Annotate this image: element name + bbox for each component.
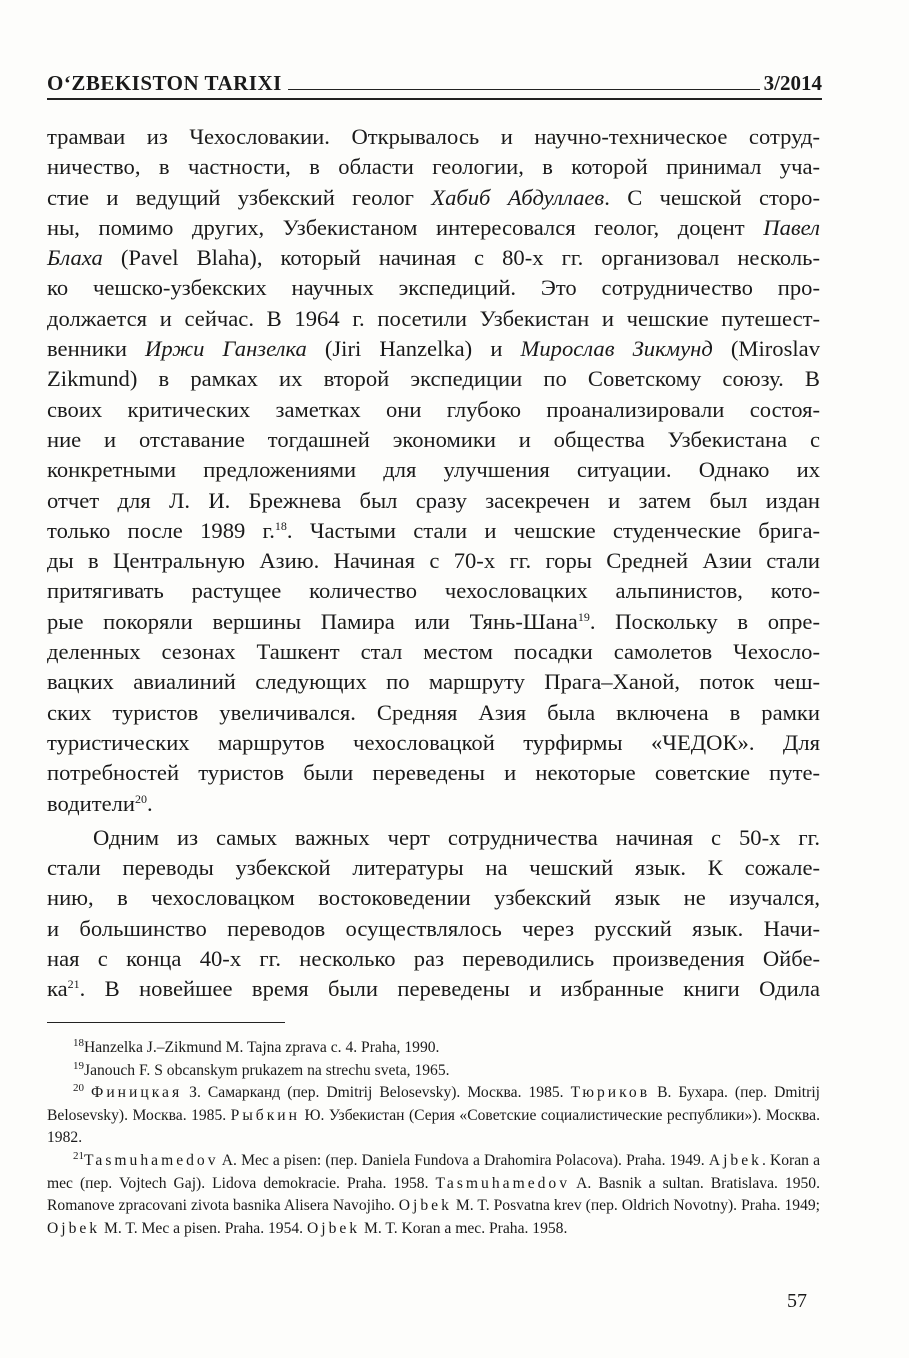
text-line: ко чешско-узбекских научных экспедиций. Это сотрудничество про-	[47, 275, 820, 301]
footnote-20: $^{20}$ Финицкая З. Самарканд (пер. Dmitrij Belosevsky). Москва. 1985. Тюриков В. Бухара. (пер. Dmitrij Belosevsky). Москва. 1985. Рыбкин Ю. Узбекистан (Серия «Советские социалистические республики»). Москва. 1982.	[47, 1082, 820, 1147]
running-header	[47, 60, 822, 100]
text-line: венники Иржи Ганзелка (Jiri Hanzelka) и Мирослав Зикмунд (Miroslav	[47, 336, 820, 362]
footnote-divider	[47, 1022, 285, 1023]
person-name: Мирослав Зикмунд	[520, 336, 713, 362]
text-line: вацких авиалиний следующих по маршруту Прага–Ханой, поток чеш-	[47, 669, 820, 695]
issue-number: 3/2014	[763, 71, 822, 95]
person-name: Иржи Ганзелка	[145, 336, 307, 362]
person-name: Павел	[763, 214, 820, 240]
main-text	[47, 122, 820, 1005]
text-line: отчет для Л. И. Брежнева был сразу засекречен и затем был издан	[47, 487, 820, 513]
page-number: 57	[787, 1290, 807, 1312]
footnote-ref: 18	[274, 518, 287, 533]
text-line: Zikmund) в рамках их второй экспедиции по Советскому союзу. В	[47, 366, 820, 392]
text-line: Одним из самых важных черт сотрудничества начиная с 50-х гг.	[93, 824, 820, 850]
text-line: водители$^{20}$.	[47, 790, 153, 816]
text-line: нию, в чехословацком востоковедении узбекский язык не изучался,	[47, 885, 820, 911]
text-line: своих критических заметках они глубоко проанализировали состоя-	[47, 396, 820, 422]
text-line: ние и отставание тогдашней экономики и общества Узбекистана с	[47, 426, 820, 452]
text-line: стие и ведущий узбекский геолог Хабиб Абдуллаев. С чешской сторо-	[47, 184, 820, 210]
footnote-21: $^{21}$Tasmuhamedov A. Mec a pisen: (пер. Daniela Fundova a Drahomira Polacova). Praha. 1949. Ajbek. Koran a mec (пер. Vojtech Gaj). Lidova demokracie. Praha. 1958. Tasmuhamedov A. Basnik a sultan. Bratislava. 1950. Romanove zpracovani zivota basnika Alisera Navojiho. Ojbek M. T. Posvatna krev (пер. Oldrich Novotny). Praha. 1949; Ojbek M. T. Mec a pisen. Praha. 1954. Ojbek M. T. Koran a mec. Praha. 1958.	[47, 1149, 821, 1237]
text-line: рые покоряли вершины Памира или Тянь-Шана$^{19}$. Поскольку в опре-	[47, 608, 820, 634]
text-line: должается и сейчас. В 1964 г. посетили Узбекистан и чешские путешест-	[47, 305, 820, 331]
footnote-ref: 20	[135, 791, 148, 806]
footnote-19: $^{19}$Janouch F. S obcanskym prukazem na strechu sveta, 1965.	[73, 1059, 450, 1079]
text-line: и большинство переводов осуществлялось через русский язык. Начи-	[47, 915, 820, 941]
text-line: Блаха (Pavel Blaha), который начиная с 80-х гг. организовал несколь-	[47, 245, 820, 271]
text-line: ничество, в частности, в области геологии, в которой принимал уча-	[47, 154, 820, 180]
journal-title: O‘ZBEKISTON TARIXI	[47, 71, 282, 95]
text-line: ды в Центральную Азию. Начиная с 70-х гг. горы Средней Азии стали	[47, 548, 820, 574]
footnotes	[47, 1037, 820, 1240]
header-rule	[288, 89, 760, 90]
text-line: конкретными предложениями для улучшения ситуации. Однако их	[47, 457, 820, 483]
text-line: только после 1989 г.$^{18}$. Частыми стали и чешские студенческие брига-	[47, 517, 821, 543]
paragraph-1	[47, 122, 820, 819]
person-name: Хабиб Абдуллаев	[431, 184, 605, 210]
text-line: потребностей туристов были переведены и некоторые советские путе-	[47, 760, 820, 786]
text-line: ских туристов увеличивался. Средняя Азия была включена в рамки	[47, 699, 820, 725]
text-line: ны, помимо других, Узбекистаном интересовался геолог, доцент Павел	[47, 214, 820, 240]
paragraph-2	[47, 823, 820, 1005]
text-line: трамваи из Чехословакии. Открывалось и научно-техническое сотруд-	[47, 124, 820, 149]
text-line: деленных сезонах Ташкент стал местом посадки самолетов Чехосло-	[47, 639, 820, 665]
person-name: Блаха	[47, 245, 103, 271]
text-line: притягивать растущее количество чехословацких альпинистов, кото-	[47, 578, 820, 604]
footnote-ref: 21	[67, 977, 80, 992]
text-line: $ка^{21}$. В новейшее время были переведены и избранные книги Одила	[47, 976, 820, 1002]
text-line: туристических маршрутов чехословацкой турфирмы «ЧЕДОК». Для	[47, 729, 820, 755]
footnote-ref: 19	[577, 609, 590, 624]
text-line: стали переводы узбекской литературы на чешский язык. К сожале-	[47, 855, 820, 881]
footnote-18: $^{18}$Hanzelka J.–Zikmund M. Tajna zprava c. 4. Praha, 1990.	[73, 1037, 440, 1056]
text-line: ная с конца 40-х гг. несколько раз переводились произведения Ойбе-	[47, 946, 820, 972]
